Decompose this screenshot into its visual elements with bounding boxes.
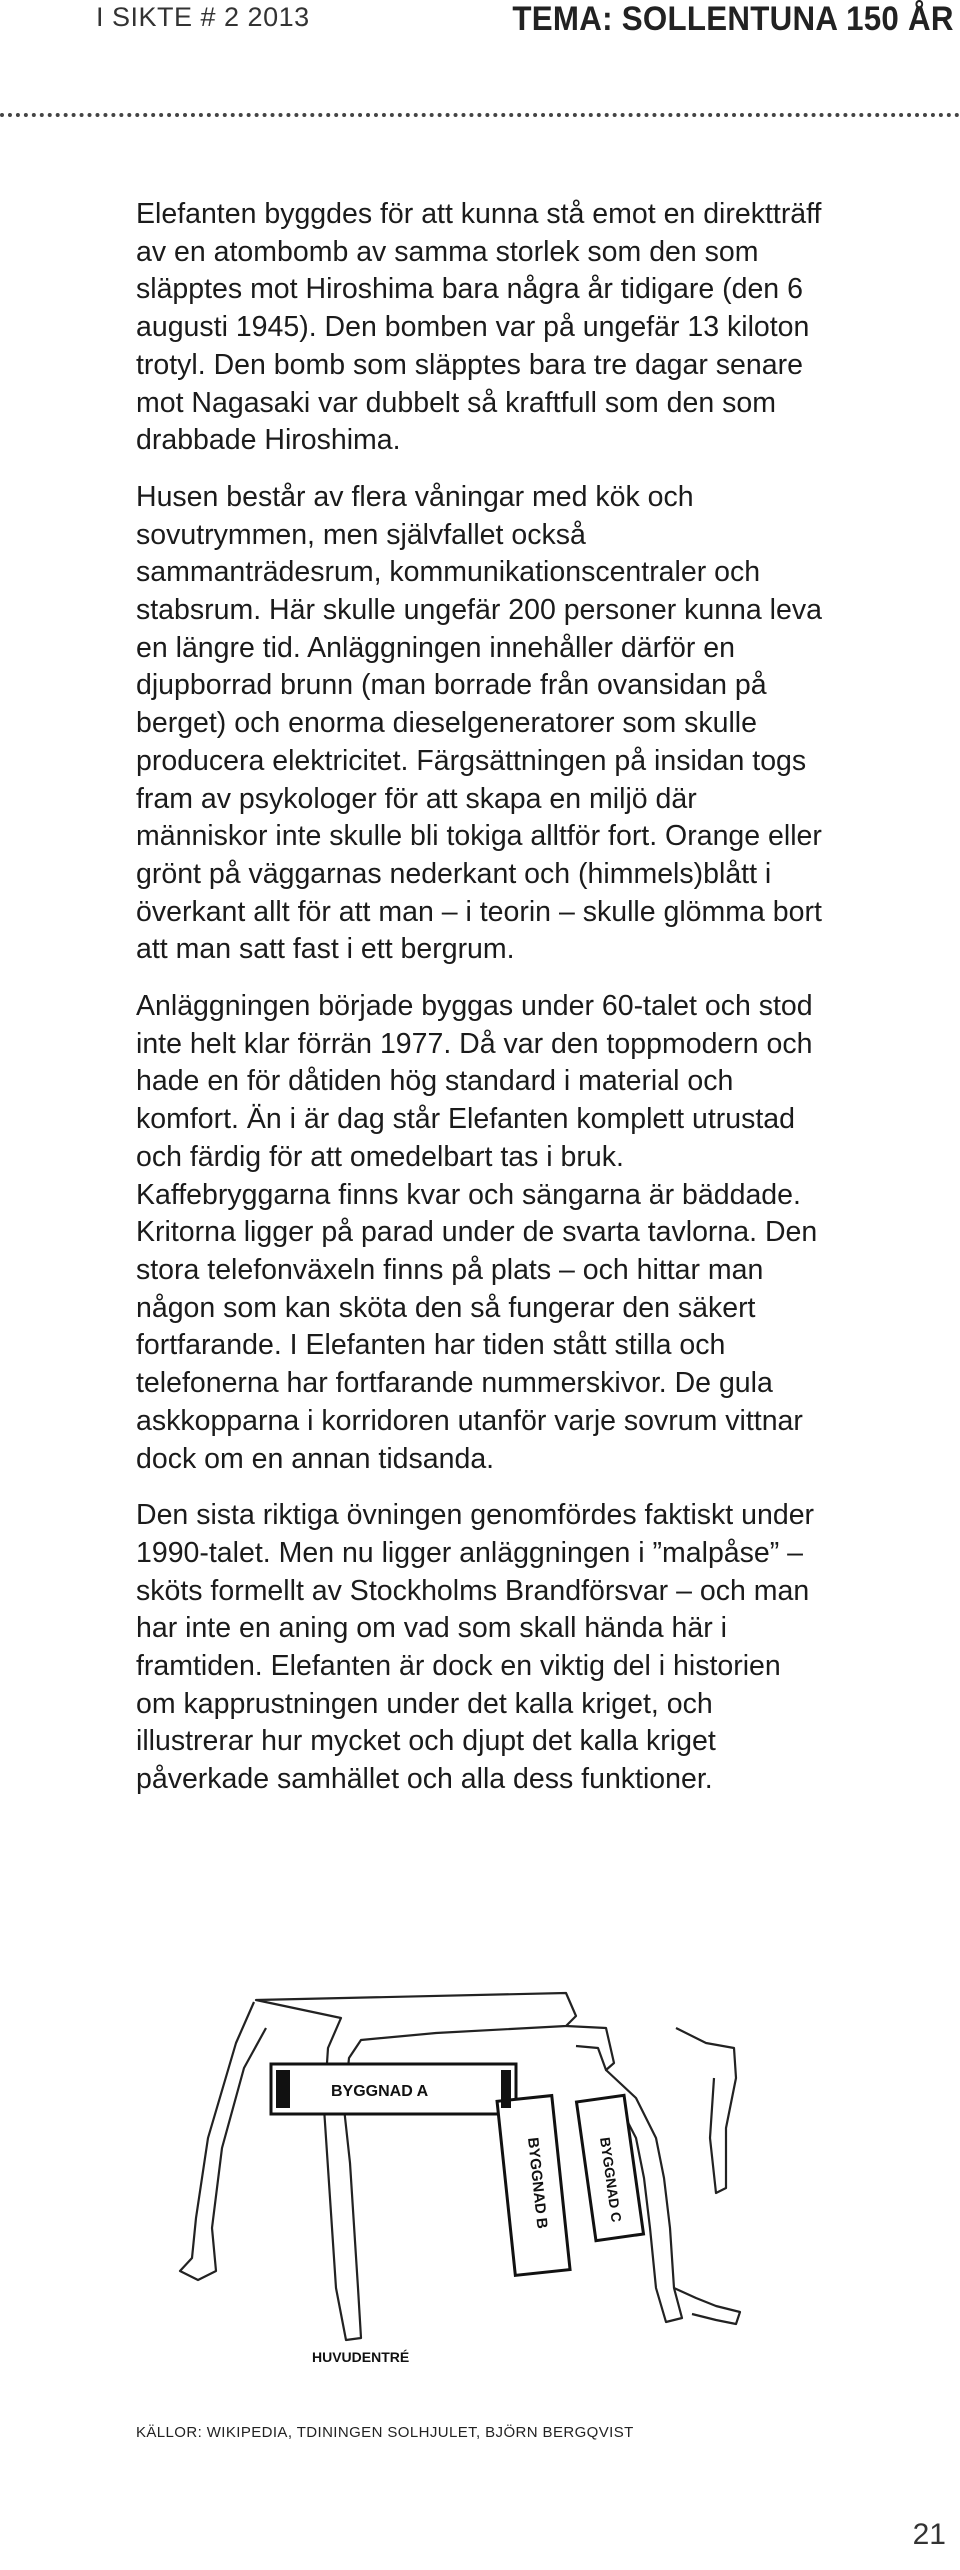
- tunnel-right-upper: [566, 2026, 614, 2070]
- tunnel-bottom-right: [674, 2288, 740, 2324]
- bunker-floor-plan: [136, 1988, 826, 2408]
- building-a-label: BYGGNAD A: [331, 2083, 429, 2100]
- tunnel-far-right: [676, 2028, 736, 2193]
- theme-title: TEMA: SOLLENTUNA 150 ÅR: [512, 0, 954, 38]
- building-c-label: BYGGNAD C: [597, 2136, 625, 2224]
- main-entrance-label: HUVUDENTRÉ: [312, 2349, 410, 2365]
- header-dotted-divider: [0, 113, 960, 117]
- building-b-label: BYGGNAD B: [524, 2136, 551, 2230]
- tunnel-left-branch: [180, 2002, 266, 2280]
- sources-credit: KÄLLOR: WIKIPEDIA, TDININGEN SOLHJULET, BJÖRN BERGQVIST: [136, 2424, 634, 2441]
- floor-plan-drawing: [136, 1988, 826, 2408]
- issue-label: I SIKTE # 2 2013: [96, 2, 310, 32]
- article-paragraph: Elefanten byggdes för att kunna stå emot en direktträff av en atombomb av samma storlek som den som släpptes mot Hiroshima bara några år tidigare (den 6 augusti 1945). Den bomben var på ungefär 13 kiloton trotyl. Den bomb som släpptes bara tre dagar senare mot Nagasaki var dubbelt så kraftfull som den som drabbade Hiroshima.: [136, 198, 822, 457]
- article-body: [136, 196, 826, 1818]
- article-paragraph: Den sista riktiga övningen genomfördes faktiskt under 1990-talet. Men nu ligger anläggningen i ”malpåse” – sköts formellt av Stockholms Brandförsvar – och man har inte en aning om vad som skall hända här i framtiden. Elefanten är dock en viktig del i historien om kapprustningen under det kalla kriget, och illustrerar hur mycket och djupt det kalla kriget påverkade samhället och alla dess funktioner.: [136, 1499, 815, 1796]
- article-paragraph: Anläggningen började byggas under 60-talet och stod inte helt klar förrän 1977. Då var den toppmodern och hade en för dåtiden hög standard i material och komfort. Än i är dag står Elefanten komplett utrustad och färdig för att omedelbart tas i bruk. Kaffebryggarna finns kvar och sängarna är bäddade. Kritorna ligger på parad under de svarta tavlorna. Den stora telefonväxeln finns på plats – och hittar man någon som kan sköta den så fungerar den säkert fortfarande. I Elefanten har tiden stått stilla och telefonerna har fortfarande nummerskivor. De gula askkopparna i korridoren utanför varje sovrum vittnar dock om en annan tidsanda.: [136, 990, 818, 1475]
- article-paragraph: Husen består av flera våningar med kök och sovutrymmen, men självfallet också sammanträdesrum, kommunikationscentraler och stabsrum. Här skulle ungefär 200 personer kunna leva en längre tid. Anläggningen innehåller därför en djupborrad brunn (man borrade från ovansidan på berget) och enorma dieselgeneratorer som skulle producera elektricitet. Färgsättningen på insidan togs fram av psykologer för att skapa en miljö där människor inte skulle bli tokiga alltför fort. Orange eller grönt på väggarnas nederkant och (himmels)blått i överkant allt för att man – i teorin – skulle glömma bort att man satt fast i ett bergrum.: [136, 480, 822, 966]
- page-number: 21: [912, 2518, 946, 2551]
